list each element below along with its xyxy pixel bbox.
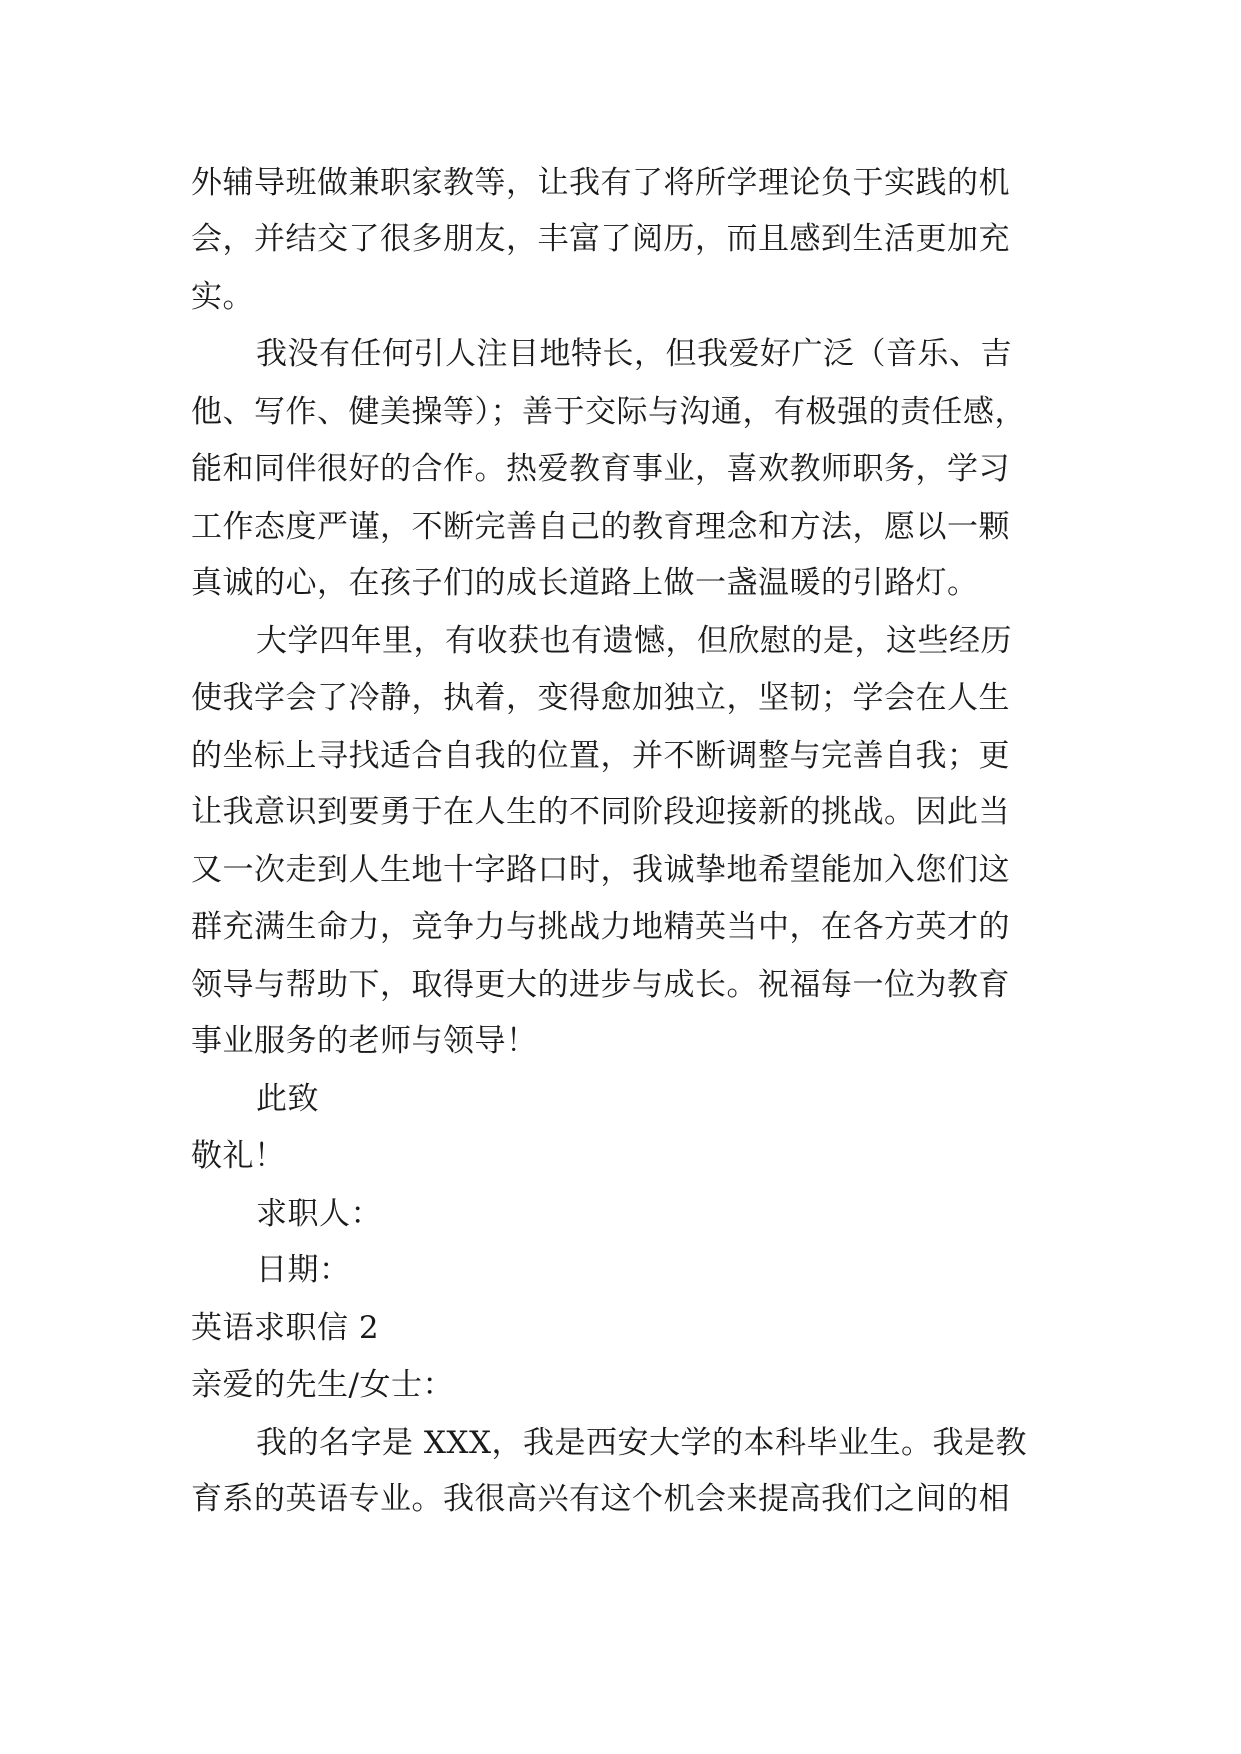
paragraph-start-line: 我的名字是 XXX，我是西安大学的本科毕业生。我是教 bbox=[256, 1425, 1028, 1461]
text-line: 的坐标上寻找适合自我的位置，并不断调整与完善自我；更 bbox=[191, 738, 1010, 774]
paragraph-start-line: 大学四年里，有收获也有遗憾，但欣慰的是，这些经历 bbox=[256, 623, 1012, 659]
text-line: 他、写作、健美操等）；善于交际与沟通，有极强的责任感， bbox=[191, 394, 1026, 430]
text-line: 能和同伴很好的合作。热爱教育事业，喜欢教师职务，学习 bbox=[191, 451, 1010, 487]
closing-regards: 敬礼！ bbox=[191, 1138, 286, 1174]
text-line: 外辅导班做兼职家教等，让我有了将所学理论负于实践的机 bbox=[191, 165, 1010, 201]
text-line: 使我学会了冷静，执着，变得愈加独立，坚韧；学会在人生 bbox=[191, 680, 1010, 716]
text-line: 实。 bbox=[191, 279, 254, 315]
text-line: 育系的英语专业。我很高兴有这个机会来提高我们之间的相 bbox=[191, 1481, 1010, 1517]
closing-salutation: 此致 bbox=[256, 1081, 319, 1117]
date-label: 日期： bbox=[256, 1252, 351, 1288]
text-line: 工作态度严谨，不断完善自己的教育理念和方法，愿以一颗 bbox=[191, 509, 1010, 545]
text-line: 又一次走到人生地十字路口时，我诚挚地希望能加入您们这 bbox=[191, 852, 1010, 888]
text-line: 事业服务的老师与领导！ bbox=[191, 1023, 538, 1059]
text-line: 真诚的心，在孩子们的成长道路上做一盏温暖的引路灯。 bbox=[191, 565, 979, 601]
text-line: 会，并结交了很多朋友，丰富了阅历，而且感到生活更加充 bbox=[191, 221, 1010, 257]
text-line: 让我意识到要勇于在人生的不同阶段迎接新的挑战。因此当 bbox=[191, 794, 1010, 830]
greeting: 亲爱的先生/女士： bbox=[191, 1367, 454, 1403]
section-heading: 英语求职信 2 bbox=[191, 1310, 380, 1346]
text-line: 群充满生命力，竞争力与挑战力地精英当中，在各方英才的 bbox=[191, 909, 1010, 945]
paragraph-start-line: 我没有任何引人注目地特长，但我爱好广泛（音乐、吉 bbox=[256, 336, 1012, 372]
text-line: 领导与帮助下，取得更大的进步与成长。祝福每一位为教育 bbox=[191, 967, 1010, 1003]
applicant-label: 求职人： bbox=[256, 1196, 382, 1232]
